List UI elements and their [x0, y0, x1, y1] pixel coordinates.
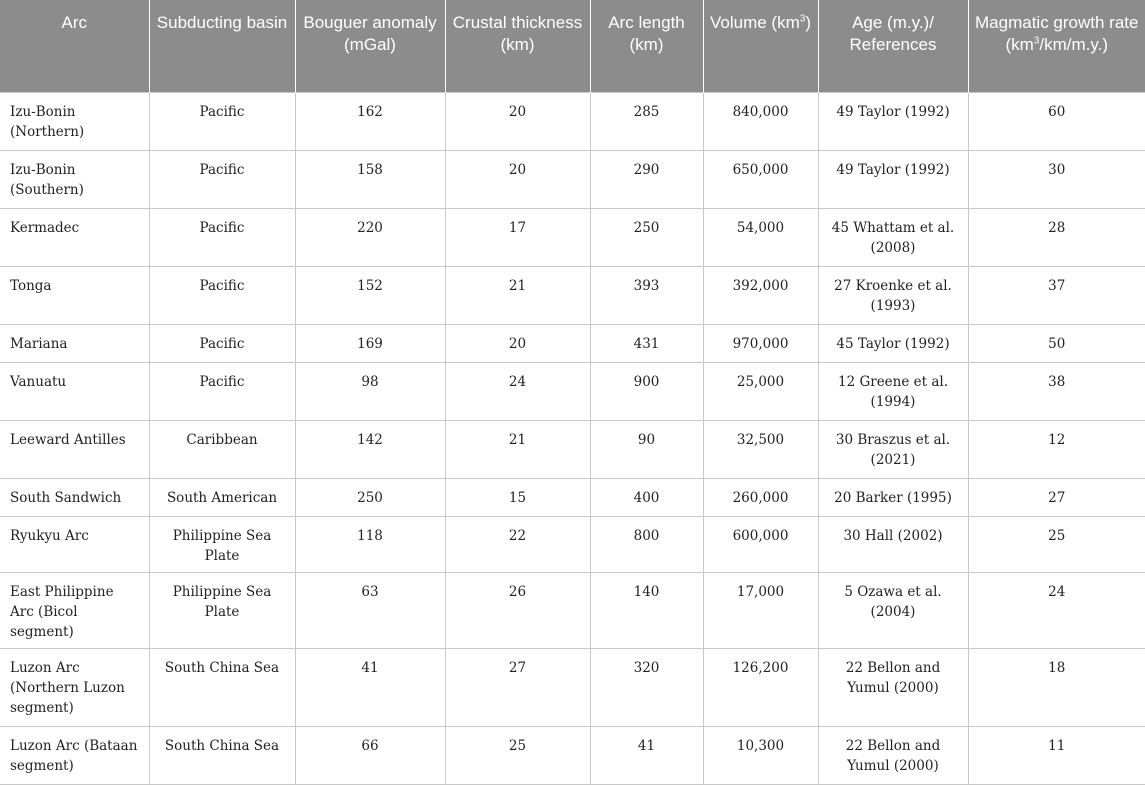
cell-subducting-basin: Pacific — [149, 208, 295, 266]
cell-arc-length: 140 — [590, 572, 703, 648]
cell-subducting-basin: Caribbean — [149, 420, 295, 478]
cell-crustal-thickness: 17 — [445, 208, 590, 266]
cell-arc-length: 250 — [590, 208, 703, 266]
cell-arc-length: 320 — [590, 648, 703, 726]
cell-crustal-thickness: 21 — [445, 420, 590, 478]
cell-crustal-thickness: 21 — [445, 266, 590, 324]
cell-magmatic-growth-rate: 37 — [968, 266, 1145, 324]
cell-volume: 840,000 — [703, 92, 818, 150]
cell-magmatic-growth-rate: 50 — [968, 324, 1145, 362]
cell-bouguer-anomaly: 152 — [295, 266, 445, 324]
table-row — [0, 726, 1145, 784]
cell-bouguer-anomaly: 98 — [295, 362, 445, 420]
cell-crustal-thickness: 27 — [445, 648, 590, 726]
table-row — [0, 516, 1145, 572]
cell-subducting-basin: Philippine Sea Plate — [149, 516, 295, 572]
cell-subducting-basin: Pacific — [149, 92, 295, 150]
header-magmatic-growth-rate: Magmatic growth rate $(km^3/km/m.y.)$ — [968, 0, 1145, 92]
header-arc-length: Arc length (km) — [590, 0, 703, 92]
cell-volume: 260,000 — [703, 478, 818, 516]
table-row — [0, 266, 1145, 324]
cell-arc-length: 290 — [590, 150, 703, 208]
cell-arc: East Philippine Arc (Bicol segment) — [0, 572, 149, 648]
cell-crustal-thickness: 15 — [445, 478, 590, 516]
cell-bouguer-anomaly: 250 — [295, 478, 445, 516]
cell-age-reference: 27 Kroenke et al. (1993) — [818, 266, 968, 324]
header-bouguer-anomaly: Bouguer anomaly (mGal) — [295, 0, 445, 92]
cell-age-reference: 22 Bellon and Yumul (2000) — [818, 726, 968, 784]
table-row — [0, 572, 1145, 648]
cell-crustal-thickness: 22 — [445, 516, 590, 572]
cell-arc-length: 393 — [590, 266, 703, 324]
cell-arc: Luzon Arc (Northern Luzon segment) — [0, 648, 149, 726]
cell-volume: 126,200 — [703, 648, 818, 726]
cell-arc-length: 800 — [590, 516, 703, 572]
cell-crustal-thickness: 24 — [445, 362, 590, 420]
cell-magmatic-growth-rate: 30 — [968, 150, 1145, 208]
cell-crustal-thickness: 20 — [445, 324, 590, 362]
table-row — [0, 208, 1145, 266]
cell-subducting-basin: Pacific — [149, 362, 295, 420]
table-header-row — [0, 0, 1145, 92]
cell-subducting-basin: Philippine Sea Plate — [149, 572, 295, 648]
cell-arc: South Sandwich — [0, 478, 149, 516]
cell-age-reference: 30 Hall (2002) — [818, 516, 968, 572]
cell-arc: Ryukyu Arc — [0, 516, 149, 572]
cell-volume: 32,500 — [703, 420, 818, 478]
table-row — [0, 478, 1145, 516]
cell-age-reference: 5 Ozawa et al. (2004) — [818, 572, 968, 648]
cell-age-reference: 45 Whattam et al. (2008) — [818, 208, 968, 266]
cell-subducting-basin: Pacific — [149, 150, 295, 208]
cell-bouguer-anomaly: 158 — [295, 150, 445, 208]
cell-subducting-basin: South China Sea — [149, 726, 295, 784]
cell-crustal-thickness: 20 — [445, 92, 590, 150]
cell-age-reference: 45 Taylor (1992) — [818, 324, 968, 362]
cell-arc: Tonga — [0, 266, 149, 324]
cell-magmatic-growth-rate: 11 — [968, 726, 1145, 784]
table-row — [0, 648, 1145, 726]
table-row — [0, 420, 1145, 478]
cell-bouguer-anomaly: 169 — [295, 324, 445, 362]
cell-magmatic-growth-rate: 38 — [968, 362, 1145, 420]
cell-bouguer-anomaly: 41 — [295, 648, 445, 726]
cell-age-reference: 22 Bellon and Yumul (2000) — [818, 648, 968, 726]
cell-magmatic-growth-rate: 12 — [968, 420, 1145, 478]
cell-arc-length: 431 — [590, 324, 703, 362]
cell-arc-length: 90 — [590, 420, 703, 478]
cell-age-reference: 12 Greene et al. (1994) — [818, 362, 968, 420]
cell-crustal-thickness: 20 — [445, 150, 590, 208]
cell-arc-length: 41 — [590, 726, 703, 784]
cell-arc-length: 900 — [590, 362, 703, 420]
cell-subducting-basin: Pacific — [149, 266, 295, 324]
cell-volume: 600,000 — [703, 516, 818, 572]
cell-arc: Leeward Antilles — [0, 420, 149, 478]
header-age-references: Age (m.y.)/ References — [818, 0, 968, 92]
cell-volume: 970,000 — [703, 324, 818, 362]
table-row — [0, 92, 1145, 150]
table-body — [0, 92, 1145, 784]
cell-age-reference: 30 Braszus et al. (2021) — [818, 420, 968, 478]
cell-age-reference: 49 Taylor (1992) — [818, 92, 968, 150]
cell-bouguer-anomaly: 142 — [295, 420, 445, 478]
cell-arc: Izu-Bonin (Northern) — [0, 92, 149, 150]
cell-magmatic-growth-rate: 24 — [968, 572, 1145, 648]
cell-bouguer-anomaly: 118 — [295, 516, 445, 572]
cell-arc: Mariana — [0, 324, 149, 362]
cell-volume: 392,000 — [703, 266, 818, 324]
cell-arc-length: 400 — [590, 478, 703, 516]
cell-arc-length: 285 — [590, 92, 703, 150]
cell-magmatic-growth-rate: 28 — [968, 208, 1145, 266]
cell-bouguer-anomaly: 220 — [295, 208, 445, 266]
header-volume: Volume $(km^3)$ — [703, 0, 818, 92]
header-subducting-basin: Subducting basin — [149, 0, 295, 92]
cell-age-reference: 49 Taylor (1992) — [818, 150, 968, 208]
cell-arc: Vanuatu — [0, 362, 149, 420]
cell-subducting-basin: South China Sea — [149, 648, 295, 726]
cell-arc: Kermadec — [0, 208, 149, 266]
header-crustal-thickness: Crustal thickness (km) — [445, 0, 590, 92]
cell-magmatic-growth-rate: 18 — [968, 648, 1145, 726]
table-row — [0, 324, 1145, 362]
cell-volume: 54,000 — [703, 208, 818, 266]
cell-subducting-basin: Pacific — [149, 324, 295, 362]
cell-volume: 650,000 — [703, 150, 818, 208]
cell-arc: Luzon Arc (Bataan segment) — [0, 726, 149, 784]
header-arc: Arc — [0, 0, 149, 92]
cell-arc: Izu-Bonin (Southern) — [0, 150, 149, 208]
cell-crustal-thickness: 26 — [445, 572, 590, 648]
cell-volume: 25,000 — [703, 362, 818, 420]
table-row — [0, 150, 1145, 208]
cell-magmatic-growth-rate: 27 — [968, 478, 1145, 516]
cell-bouguer-anomaly: 162 — [295, 92, 445, 150]
cell-volume: 17,000 — [703, 572, 818, 648]
cell-crustal-thickness: 25 — [445, 726, 590, 784]
cell-subducting-basin: South American — [149, 478, 295, 516]
cell-bouguer-anomaly: 66 — [295, 726, 445, 784]
cell-magmatic-growth-rate: 25 — [968, 516, 1145, 572]
cell-magmatic-growth-rate: 60 — [968, 92, 1145, 150]
cell-age-reference: 20 Barker (1995) — [818, 478, 968, 516]
table-row — [0, 362, 1145, 420]
cell-bouguer-anomaly: 63 — [295, 572, 445, 648]
cell-volume: 10,300 — [703, 726, 818, 784]
